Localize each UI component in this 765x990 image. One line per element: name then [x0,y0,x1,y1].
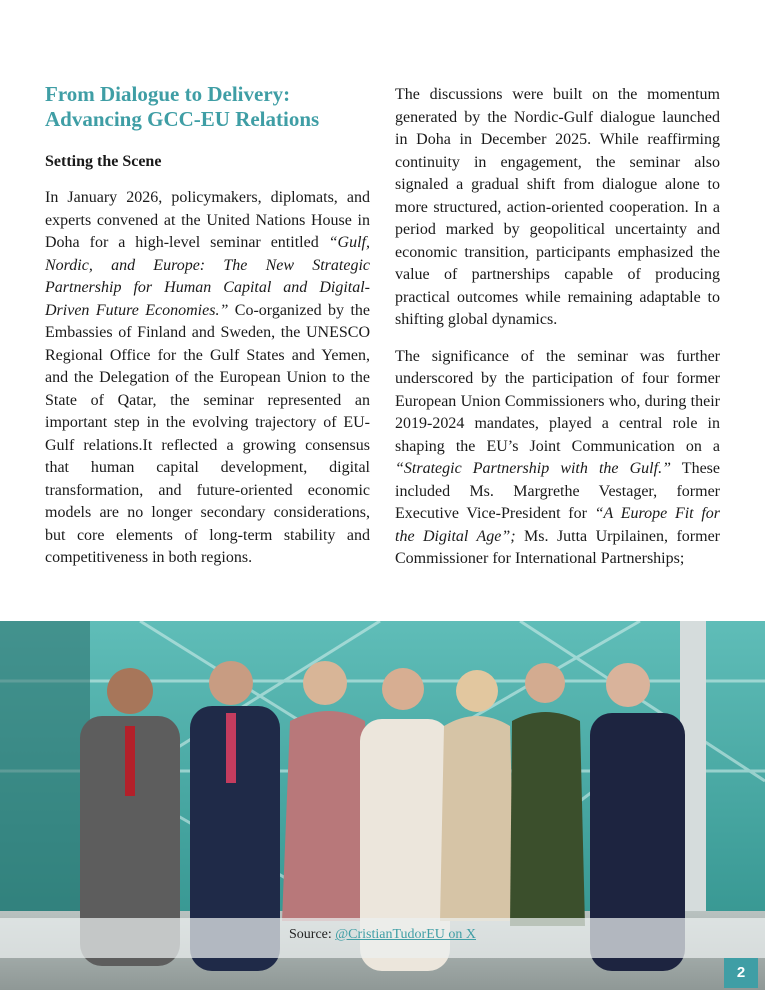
significance-text-part1: The significance of the seminar was further underscored by the participation of four former European Union Commissioners who, during their 2019-2024 mandates, played a central role in shaping the EU’s Joint Communication on a [395,347,720,455]
significance-paragraph [395,346,720,571]
right-column [395,84,720,571]
article-title-line1: From Dialogue to Delivery: [45,82,291,106]
left-column [45,82,370,570]
intro-text-part1: In January 2026, policymakers, diplomats, and experts convened at the United Nations House in Doha for a high-level seminar entitled [45,189,370,251]
page-number-badge: 2 [724,958,758,988]
significance-text-part3: Ms. Jutta Urpilainen, former Commissioner for International Partnerships; [395,527,720,567]
seminar-title-italic: “Gulf, Nordic, and Europe: The New Strategic Partnership for Human Capital and Digital-Driven Future Economies.” [45,234,370,319]
discussion-paragraph: The discussions were built on the momentum generated by the Nordic-Gulf dialogue launched in Doha in December 2025. While reaffirming continuity in engagement, the seminar also signaled a gradual shift from dialogue alone to more structured, action-oriented cooperation. In a period marked by geopolitical uncertainty and economic transition, participants emphasized the value of partnerships capable of producing practical outcomes while remaining adaptable to shifting global dynamics. [395,86,720,328]
caption-prefix: Source: [289,927,336,942]
intro-text-part2: Co-organized by the Embassies of Finland and Sweden, the UNESCO Regional Office for the Gulf States and Yemen, and the Delegation of the European Union to the State of Qatar, the seminar represented an important step in the evolving trajectory of EU-Gulf relations.It reflected a growing consensus that human capital development, digital transformation, and future-oriented economic models are no longer secondary considerations, but core elements of long-term stability and competitiveness in both regions. [45,301,370,566]
significance-text-part2: These included Ms. Margrethe Vestager, former Executive Vice-President for [395,460,721,522]
intro-paragraph [45,187,370,570]
article-title [45,82,370,132]
caption-source-link[interactable]: @CristianTudorEU on X [335,927,476,942]
section-subheading: Setting the Scene [45,153,162,170]
article-title-line2: Advancing GCC-EU Relations [45,107,320,131]
digital-age-italic: “A Europe Fit for the Digital Age”; [395,505,720,545]
photo-caption [0,918,765,958]
strategic-partnership-italic: “Strategic Partnership with the Gulf.” [395,460,671,477]
